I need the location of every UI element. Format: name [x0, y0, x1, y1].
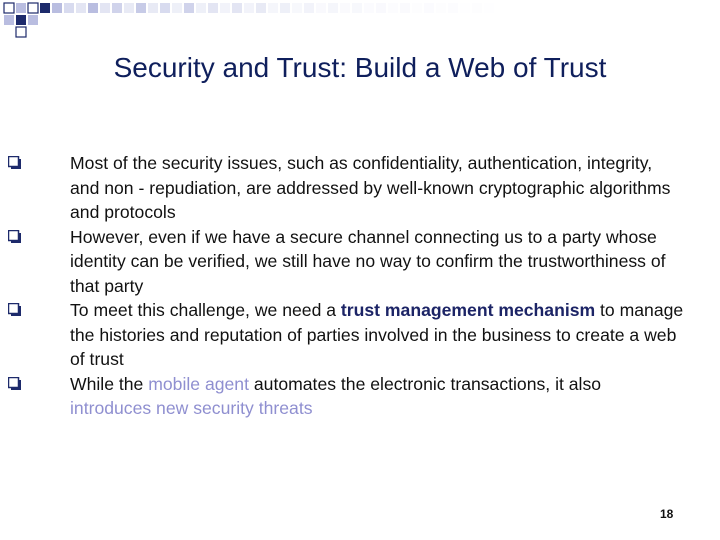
bullet-text-mid: automates the electronic transactions, it also: [248, 373, 602, 394]
header-square-decoration: [0, 0, 720, 40]
highlight-text: mobile agent: [148, 373, 249, 394]
bullet-item: [0, 298, 720, 372]
slide-title: Security and Trust: Build a Web of Trust: [113, 52, 607, 83]
bullet-list: [0, 151, 720, 421]
checkbox-square-icon: [8, 156, 21, 169]
highlight-text: introduces new security threats: [70, 398, 313, 418]
emphasis-text: trust management mechanism: [340, 300, 596, 320]
bullet-text-pre: While the: [70, 373, 149, 394]
bullet-text-post: to manage the histories and reputation of parties involved in the business to create a web of trust: [70, 300, 684, 369]
page-number: 18: [660, 507, 674, 521]
bullet-item: [0, 225, 720, 299]
bullet-text: However, even if we have a secure channel connecting us to a party whose identity can be verified, we still have no way to confirm the trustworthiness of that party: [70, 226, 666, 296]
checkbox-square-icon: [8, 230, 21, 243]
bullet-text: Most of the security issues, such as confidentiality, authentication, integrity, and non - repudiation, are addressed by well-known cryptographic algorithms and protocols: [70, 153, 671, 222]
checkbox-square-icon: [8, 303, 21, 316]
bullet-item: [0, 151, 720, 225]
bullet-item: [0, 372, 720, 421]
checkbox-square-icon: [8, 377, 21, 390]
bullet-text-pre: To meet this challenge, we need a: [70, 300, 341, 320]
